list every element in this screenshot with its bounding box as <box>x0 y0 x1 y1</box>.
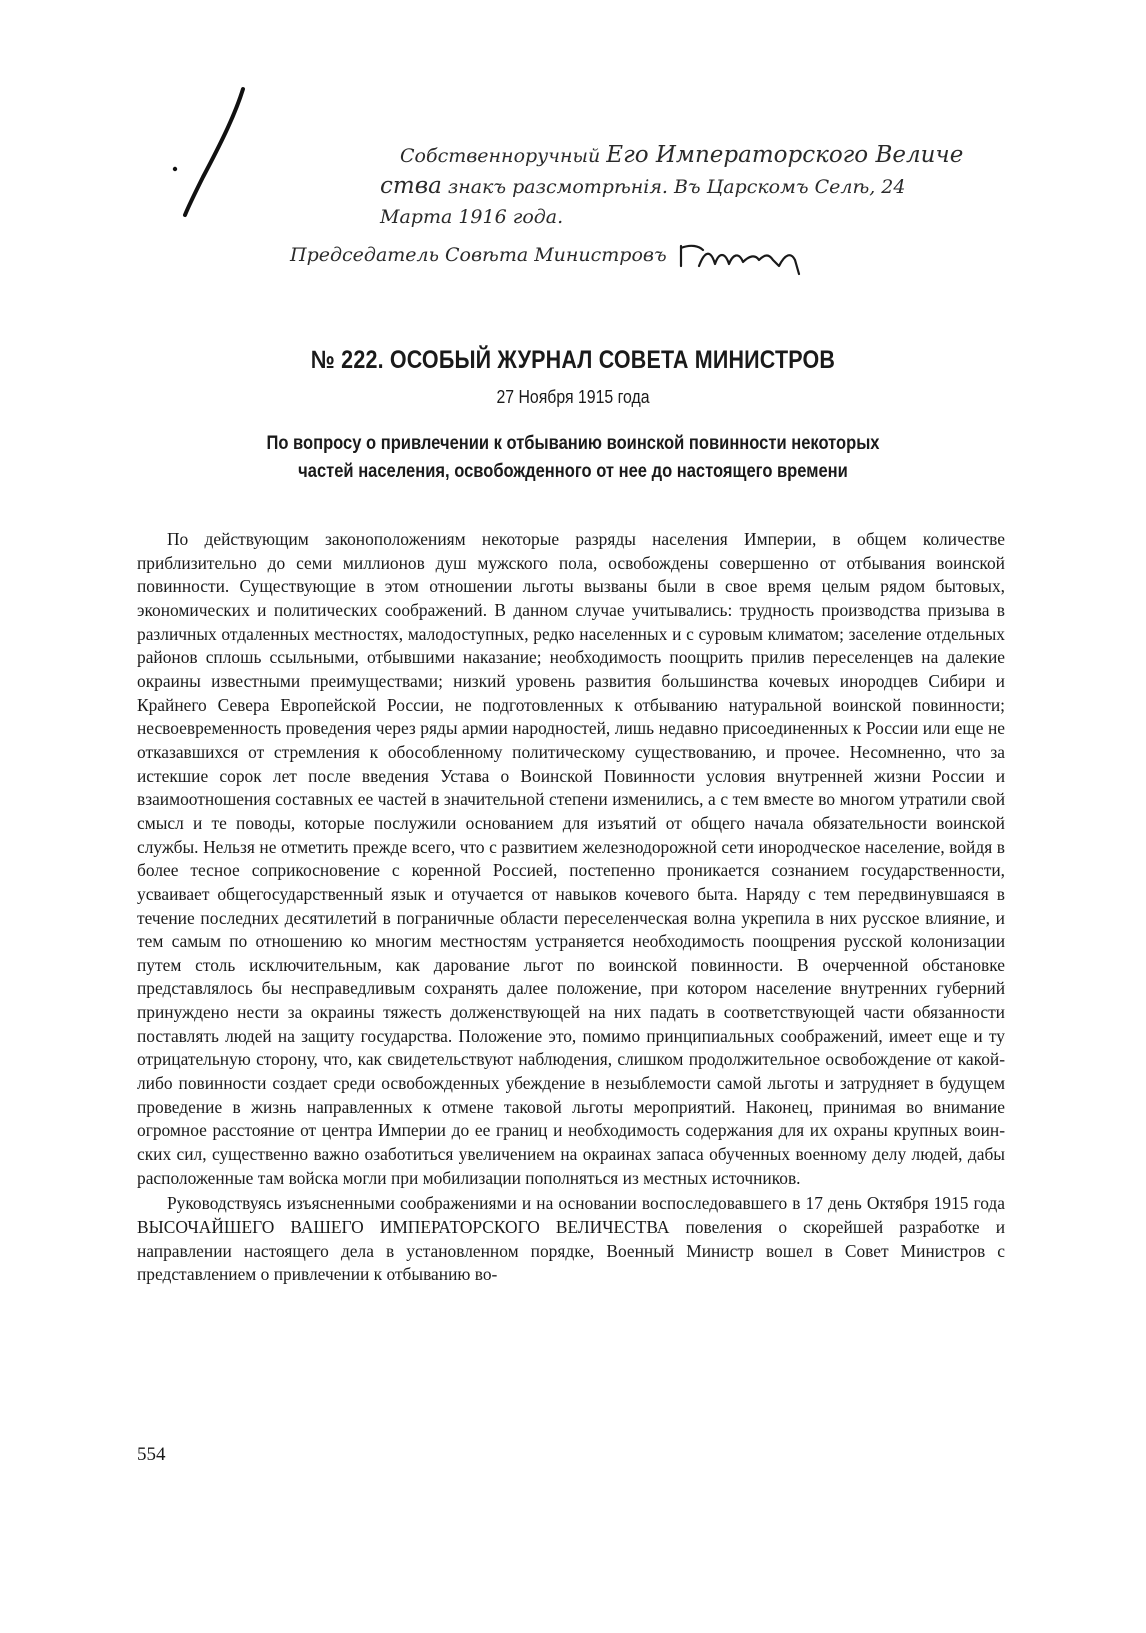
document-date: 27 Ноября 1915 года <box>496 387 650 407</box>
handwritten-signature <box>677 236 807 276</box>
handwritten-approval-mark <box>165 85 255 225</box>
paragraph-1: По действующим законоположениям некоторые разряды населения Империи, в общем количестве приблизительно до семи миллионов душ мужского пола, освобождены совершенно от отбывания воинской повинности. Существующие в этом отношении льготы вызваны были в свое время целым рядом бытовых, экономических и политических соображений. В данном случае учитывались: трудность производства призыва в различных отдаленных местностях, малодоступных, редко населенных и с суровым климатом; заселение отдельных районов сплошь ссыльными, отбывшими наказание; необходимость поощрить прилив переселенцев на далекие окраины известными преимуществами; низкий уровень развития большинства кочевых инородцев Сибири и Крайнего Севера Европейской России, не подготовленных к отбыванию натуральной воинской повинности; несвоевременность проведения через ряды армии народностей, лишь недавно присоединенных к России или еще не отказавшихся от стремления к обособленному политическому существованию, и прочее. Несомненно, что за истекшие сорок лет после введения Устава о Воинской Повинности условия внутренней жизни России и взаимоотношения составных ее частей в значительной степени изменились, а с тем вместе во многом утратили свой смысл и те поводы, которые послужили основанием для изъятий от общего начала обязательности воинской службы. Нельзя не отметить прежде всего, что с развитием железнодорожной сети инородческое население, войдя в более тесное соприкосновение с коренной Россией, постепенно проникается сознанием государственности, усваивает общегосударственный язык и отучается от навыков кочевого быта. Наряду с тем передвинувшаяся в течение последних десятилетий в пограничные области переселенческая волна укрепила в них русское влияние, и тем самым по отношению ко многим местностям устраняется необходимость поощрения русской колонизации путем столь исключительным, как дарование льгот по воинской повинности. В очерченной обстановке представлялось бы несправедливым сохранять далее положение, при котором население внутренних губерний принуждено нести за окраины тяжесть долженствующей на них падать в соответствующей части обязанности поставлять людей на защиту государства. Положение это, помимо принципиальных соображений, имеет еще и ту отрицательную сторону, что, как свидетельствуют наблюдения, слишком продолжительное освобождение от какой-либо повинности создает среди освобожденных убеждение в незыблемости самой льготы и затрудняет в будущем проведение в жизнь направленных к отмене таковой льготы мероприятий. Наконец, принимая во внимание огромное расстояние от центра Империи до ее границ и необходимость содержания для их охраны крупных воинских сил, существенно важно озаботиться увеличением на окраинах запаса обученных военному делу людей, дабы расположенные там войска могли при мобилизации пополняться из местных источников. <box>137 529 1005 1188</box>
document-title: № 222. ОСОБЫЙ ЖУРНАЛ СОВЕТА МИНИСТРОВ <box>310 346 836 374</box>
handwritten-resolution <box>290 140 990 276</box>
document-subject <box>74 430 1071 486</box>
subject-line-1: По вопросу о привлечении к отбыванию воинской повинности некоторых <box>266 433 880 454</box>
paragraph-2: Руководствуясь изъясненными соображениями и на основании воспоследовавшего в 17 день Октября 1915 года ВЫСОЧАЙШЕГО ВАШЕГО ИМПЕРАТОРСКОГО ВЕЛИЧЕСТВА повеления о скорейшей разработке и направлении настоящего дела в установленном порядке, Военный Министр вошел в Совет Министров с представлением о привлечении к отбыванию во- <box>137 1193 1005 1285</box>
page-number: 554 <box>137 1444 166 1465</box>
document-heading <box>0 346 1146 486</box>
subject-line-2: частей населения, освобожденного от нее до настоящего времени <box>298 461 848 482</box>
resolution-line-4: Председатель Совѣта Министровъ <box>290 236 990 276</box>
body-text <box>137 528 1005 1287</box>
resolution-line-2: ства знакъ разсмотрѣнія. Въ Царскомъ Селѣ, 24 <box>380 173 906 199</box>
resolution-line-1: Собственноручный Его Императорского Величе <box>400 142 964 168</box>
resolution-line-3: Марта 1916 года. <box>380 206 564 228</box>
